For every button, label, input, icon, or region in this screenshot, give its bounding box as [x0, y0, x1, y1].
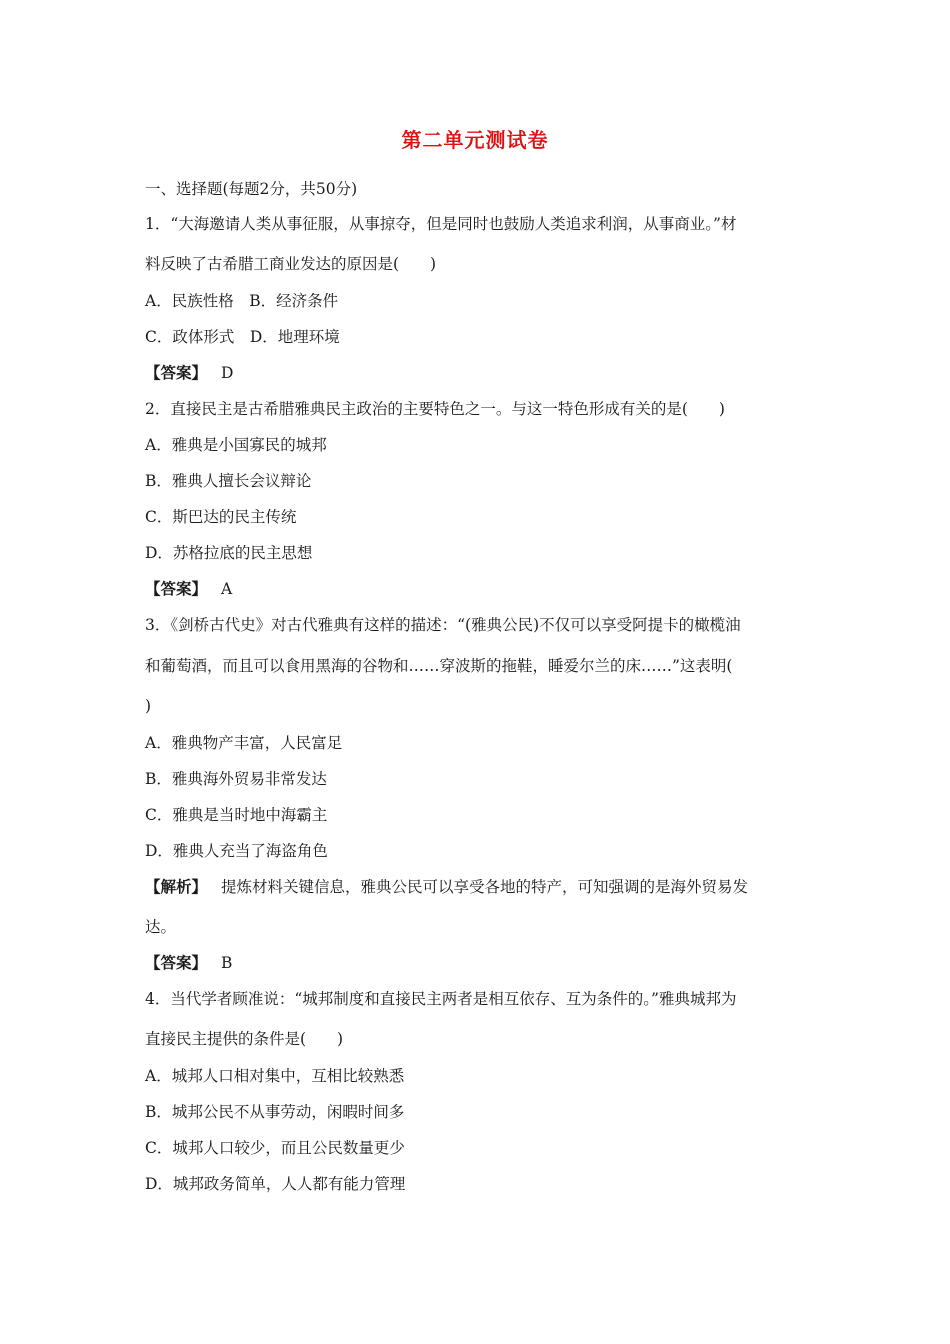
q1-stem-line-1: 1．“大海邀请人类从事征服，从事掠夺，但是同时也鼓励人类追求利润，从事商业。”材 — [145, 215, 737, 233]
q2-option-b: B．雅典人擅长会议辩论 — [145, 472, 312, 490]
q3-stem-line-3: ) — [145, 697, 152, 715]
q1-answer — [145, 362, 815, 384]
q2-stem-line-1: 2．直接民主是古希腊雅典民主政治的主要特色之一。与这一特色形成有关的是( ) — [145, 400, 725, 418]
answer-value: D — [221, 364, 234, 382]
q4-stem-line-2: 直接民主提供的条件是( ) — [145, 1030, 344, 1048]
q4-option-d: D．城邦政务简单，人人都有能力管理 — [145, 1175, 406, 1193]
q2-option-a: A．雅典是小国寡民的城邦 — [145, 436, 327, 454]
q1-option-line-1: A．民族性格 B．经济条件 — [145, 292, 339, 310]
q3-option-b: B．雅典海外贸易非常发达 — [145, 770, 327, 788]
q1-stem-line-2: 料反映了古希腊工商业发达的原因是( ) — [145, 255, 437, 273]
q2-answer — [145, 578, 815, 600]
answer-value: B — [221, 954, 233, 972]
q1-option-line-2: C．政体形式 D．地理环境 — [145, 328, 340, 346]
q3-answer — [145, 952, 815, 974]
q4-option-a: A．城邦人口相对集中，互相比较熟悉 — [145, 1067, 405, 1085]
q3-stem-line-1: 3．《剑桥古代史》对古代雅典有这样的描述：“(雅典公民)不仅可以享受阿提卡的橄榄油 — [145, 616, 741, 634]
q4-stem-line-1: 4．当代学者顾准说：“城邦制度和直接民主两者是相互依存、互为条件的。”雅典城邦为 — [145, 990, 737, 1008]
q3-analysis-line-1 — [145, 876, 815, 898]
q3-option-d: D．雅典人充当了海盗角色 — [145, 842, 328, 860]
q3-option-c: C．雅典是当时地中海霸主 — [145, 806, 328, 824]
page-title: 第二单元测试卷 — [401, 128, 549, 152]
q2-option-d: D．苏格拉底的民主思想 — [145, 544, 313, 562]
answer-label: 【答案】 — [145, 954, 208, 972]
answer-value: A — [221, 580, 233, 598]
analysis-label: 【解析】 — [145, 878, 208, 896]
analysis-text: 提炼材料关键信息，雅典公民可以享受各地的特产，可知强调的是海外贸易发 — [221, 878, 749, 896]
q2-option-c: C．斯巴达的民主传统 — [145, 508, 297, 526]
answer-label: 【答案】 — [145, 580, 208, 598]
section-heading: 一、选择题(每题2分，共50分) — [145, 180, 358, 198]
q4-option-b: B．城邦公民不从事劳动，闲暇时间多 — [145, 1103, 405, 1121]
q3-analysis-line-2: 达。 — [145, 918, 177, 936]
answer-label: 【答案】 — [145, 364, 208, 382]
q4-option-c: C．城邦人口较少，而且公民数量更少 — [145, 1139, 405, 1157]
q3-stem-line-2: 和葡萄酒，而且可以食用黑海的谷物和……穿波斯的拖鞋，睡爱尔兰的床……”这表明( — [145, 657, 733, 675]
q3-option-a: A．雅典物产丰富，人民富足 — [145, 734, 343, 752]
